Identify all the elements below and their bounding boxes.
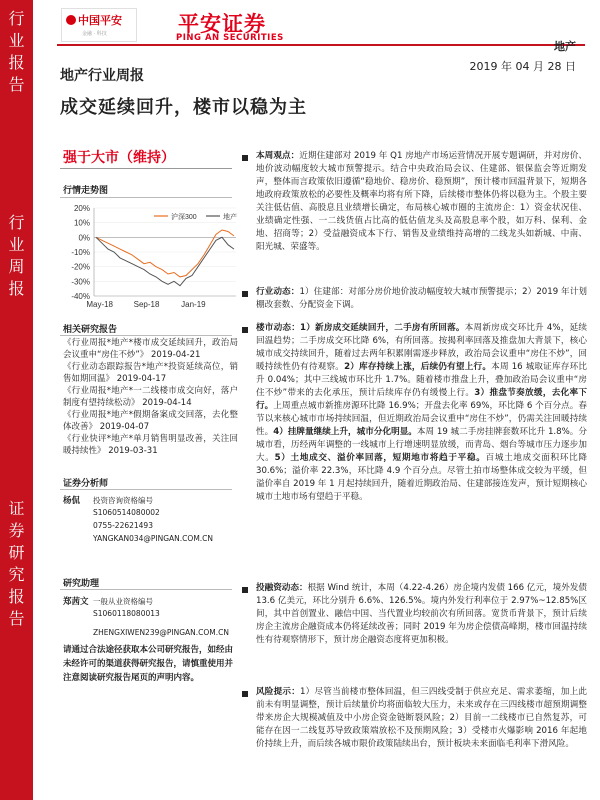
section-risk — [242, 686, 587, 751]
finance-tag: 投融资动态： — [256, 583, 308, 593]
y-tick-label: -30% — [71, 277, 90, 287]
ping-an-logo — [61, 8, 137, 42]
market-point-2-head: 2）库存持续上涨，后续仍有望上行。 — [344, 362, 492, 372]
analyst-block — [63, 494, 238, 564]
legend-label: 沪深300 — [171, 214, 197, 221]
related-reports-list — [63, 337, 238, 457]
analyst-email[interactable]: YANGKAN034@PINGAN.COM.CN — [93, 534, 214, 543]
header-divider — [57, 44, 585, 46]
researcher-name: 郑茜文 — [63, 597, 89, 607]
y-tick-label: -40% — [71, 292, 90, 301]
analyst-phone: 0755-22621493 — [93, 521, 153, 530]
researcher-cert-title: 一般从业资格编号 — [93, 597, 153, 606]
researcher-cert-number: S1060118080013 — [93, 609, 160, 618]
market-point-3-head: 3）推盘节奏放缓，去化率下行。 — [256, 388, 587, 411]
researcher-divider — [60, 589, 232, 590]
market-point-5-head: 5）土地成交、溢价率回落，短期地市将趋于平稳。 — [274, 453, 486, 463]
trend-divider — [60, 197, 232, 198]
y-tick-label: 20% — [73, 204, 90, 213]
related-report-item[interactable]: 《行业周报*地产*一二线楼市成交向好，落户制度有望持续松动》 2019-04-14 — [63, 386, 238, 408]
market-tag: 楼市动态： — [256, 323, 301, 333]
section-view — [242, 150, 587, 254]
related-report-item[interactable]: 《行业快评*地产*单月销售明显改善，关注回暖持续性》 2019-03-31 — [63, 434, 238, 456]
footer-brand-strip — [0, 789, 20, 800]
logo-subtext: 金融 · 科技 — [82, 31, 107, 37]
brand-name-en: PING AN SECURITIES — [176, 33, 284, 43]
view-text: 近期住建部对 2019 年 Q1 房地产市场运营情况开展专题调研，并对房价、地价波动幅度较大城市预警提示。结合中央政治局会议、住建部、银保监会等近期发声，整体而言政策依旧遵循“稳地价、稳房价、稳预期”，预计楼市回温背景下，短期各地政府政策放松的必要性及概率均将有所下降，后续楼市整体仍将以稳为主。个股主要关注低估值、高股息且业绩增长确定，布局核心城市圈的主流房企：1）资金状况佳、业绩确定性强、一二线货值占比高的低估值龙头及高股息率个股，如万科、保利、金地、招商等；2）受益融资成本下行、销售及业绩维持高增的二线龙头如新城、中南、阳光城、荣盛等。 — [256, 151, 587, 252]
analyst-heading: 证券分析师 — [63, 479, 109, 489]
researcher-heading: 研究助理 — [63, 579, 100, 589]
industry-text: 1）住建部：对部分房价地价波动幅度较大城市预警提示；2）2019 年计划棚改套数、分配资金下调。 — [256, 287, 587, 310]
report-title: 成交延续回升，楼市以稳为主 — [60, 97, 307, 118]
related-heading: 相关研究报告 — [63, 325, 118, 335]
sidebar-label-weekly: 行 业 周 报 — [8, 213, 25, 298]
related-divider — [60, 335, 232, 336]
x-tick-label: Jan-19 — [181, 300, 206, 309]
left-sidebar — [0, 0, 33, 800]
related-report-item[interactable]: 《行业周报*地产*楼市成交延续回升，政治局会议重申“房住不炒”》 2019-04-21 — [63, 338, 238, 360]
analyst-name: 杨侃 — [63, 496, 81, 506]
y-tick-label: -10% — [71, 248, 90, 257]
analyst-cert-number: S1060514080002 — [93, 508, 160, 517]
report-type: 地产行业周报 — [60, 68, 144, 84]
section-finance — [242, 582, 587, 647]
section-industry — [242, 286, 587, 312]
market-point-4-head: 4）挂牌量继续上升，城市分化明显。 — [273, 427, 417, 437]
market-point-5-text: 百城土地成交面积环比降 30.6%；溢价率 22.3%，环比降 4.9 个百分点。尽管土拍市场整体成交较为平缓，但溢价率自 2019 年 1 月起持续回升，随着近期政治局、住建部接连发声，预计短期核心城市土地市场有望趋于平稳。 — [256, 453, 587, 502]
view-tag: 本周观点： — [256, 151, 300, 161]
disclaimer-text: 请通过合法途径获取本公司研究报告，如经由未经许可的渠道获得研究报告，请慎重使用并注意阅读研究报告尾页的声明内容。 — [63, 645, 234, 683]
y-tick-label: -20% — [71, 262, 90, 272]
sidebar-label-industry-report: 行 业 报 告 — [8, 9, 25, 94]
market-point-3-text: 上周重点城市新推房源环比降 16.9%；开盘去化率 69%，环比降 6 个百分点。春节以来核心城市市场持续回温，但近期政治局会议重申“房住不炒”，仍需关注回暖持续性。 — [256, 401, 587, 437]
risk-tag: 风险提示： — [256, 687, 300, 697]
analyst-cert-title: 投资咨询资格编号 — [93, 496, 153, 505]
section-market — [242, 322, 587, 504]
market-point-2-text: 本周 16 城取证库存环比升 0.04%；其中三线城市环比升 1.7%。随着楼市推盘上升，叠加政治局会议重申“房住不炒”带来的去化承压，预计后续库存仍有缓慢上行。 — [256, 362, 587, 398]
finance-text: 根据 Wind 统计，本周（4.22-4.26）房企境内发债 166 亿元，境外发债 13.6 亿美元，环比分别升 6.6%、126.5%。境内外发行利率位于 2.97%~12.85%区间，其中首创置业、融信中国、当代置业均较前次有所回落。宽货币背景下，预计后续房企主流房企融资成本仍将延续改善；同时 2019 年为房企偿债高峰期，楼市回温持续性有待观察情形下，预计房企融资态度将更加积极。 — [256, 583, 587, 645]
market-point-1-head: 1）新房成交延续回升，二手房有所回落。 — [300, 323, 465, 333]
researcher-block — [63, 595, 238, 645]
rating-divider — [60, 168, 232, 169]
report-date: 2019 年 04 月 28 日 — [469, 60, 576, 73]
trend-heading: 行情走势图 — [63, 186, 109, 196]
market-point-4-text: 本周 19 城二手房挂牌套数环比升 1.8%。分城市看，历经两年调整的一线城市上行增速明显放缓，而青岛、烟台等城市压力逐步加大。 — [256, 427, 587, 463]
analyst-divider — [60, 489, 232, 490]
related-report-item[interactable]: 《行业动态跟踪报告*地产*投资延续高位，销售如期回温》 2019-04-17 — [63, 362, 238, 384]
related-report-item[interactable]: 《行业周报*地产*假期备案成交回落，去化整体改善》 2019-04-07 — [63, 410, 238, 432]
y-tick-label: 10% — [73, 218, 90, 228]
rating-label: 强于大市（维持） — [63, 150, 175, 166]
risk-text: 1）尽管当前楼市整体回温，但三四线受制于供应充足、需求萎缩，加上此前未有明显调整，预计后续量价均将面临较大压力，未来或存在三四线楼市超预期调整带来房企大规模减值及中小房企资金链断裂风险；2）目前一二线楼市已自然复苏，可能存在因一二线复苏导致政策端放松不及预期风险；3）受楼市火爆影响 2016 年起地价持续上升，而后续各城市限价政策陆续出台，预计板块未来面临毛利率下滑风险。 — [256, 687, 587, 749]
market-point-1-text: 本周新房成交环比升 4%，延续回温趋势；二手房成交环比降 6%，有所回落。按揭利率回落及推盘加大背景下，核心城市成交持续回升，随着过去两年积累刚需逐步释放，政治局会议重申“房住不炒”，回暖持续性仍有待观察。 — [256, 323, 587, 372]
y-tick-label: 0% — [78, 233, 90, 243]
researcher-email[interactable]: ZHENGXIWEN239@PINGAN.COM.CN — [93, 628, 229, 637]
sector-label: 地产 — [554, 40, 576, 53]
logo-text: 中国平安 — [78, 14, 122, 27]
sidebar-label-securities-research: 证 券 研 究 报 告 — [8, 499, 25, 628]
x-tick-label: Sep-18 — [133, 300, 160, 309]
series-line-real-estate — [96, 237, 234, 285]
ping-an-mark-icon — [66, 15, 76, 25]
brand-name: 平安证券 — [178, 12, 266, 36]
trend-chart — [60, 202, 240, 320]
legend-label: 地产 — [223, 214, 237, 221]
x-tick-label: May-18 — [86, 300, 114, 309]
industry-tag: 行业动态： — [256, 287, 300, 297]
